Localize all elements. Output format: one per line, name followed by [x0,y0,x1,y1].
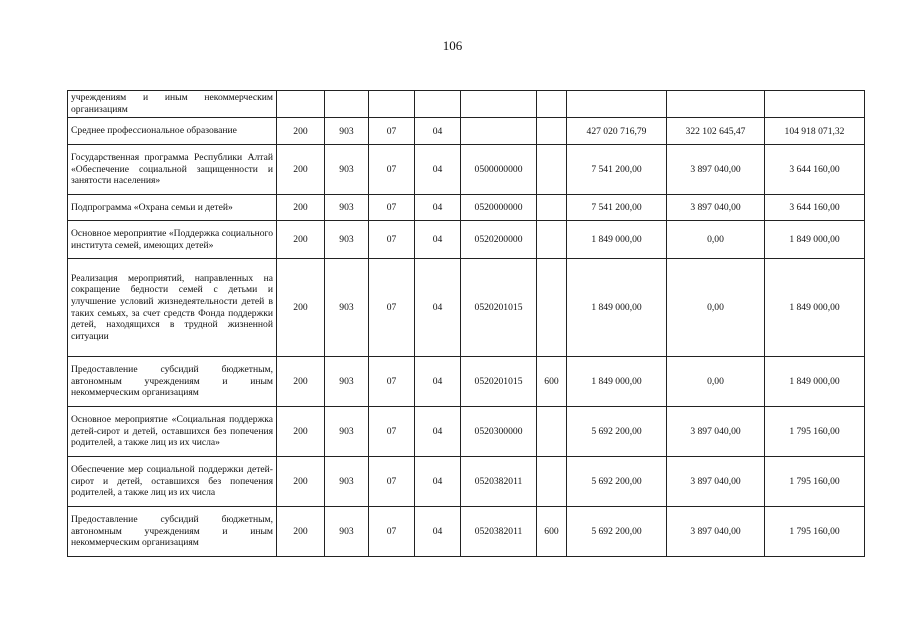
code-cell: 200 [277,195,325,221]
target-code-cell: 0520201015 [461,259,537,357]
code-cell: 07 [369,195,415,221]
row-name: Государственная программа Республики Алтай «Обеспечение социальной защищенности и занятости населения» [68,145,277,195]
expense-type-cell [537,91,567,118]
row-name: Подпрограмма «Охрана семьи и детей» [68,195,277,221]
amount-cell: 5 692 200,00 [567,457,667,507]
target-code-cell [461,91,537,118]
code-cell: 200 [277,357,325,407]
amount-cell: 0,00 [667,357,765,407]
amount-cell: 3 897 040,00 [667,457,765,507]
amount-cell: 1 849 000,00 [765,259,865,357]
code-cell: 200 [277,457,325,507]
code-cell: 04 [415,407,461,457]
expense-type-cell [537,145,567,195]
code-cell: 903 [325,407,369,457]
row-name: Предоставление субсидий бюджетным, автономным учреждениям и иным некоммерческим организациям [68,507,277,557]
target-code-cell: 0500000000 [461,145,537,195]
amount-cell: 7 541 200,00 [567,145,667,195]
expense-type-cell [537,457,567,507]
table-row [68,145,865,195]
table-row [68,91,865,118]
target-code-cell: 0520300000 [461,407,537,457]
code-cell: 04 [415,507,461,557]
code-cell: 04 [415,221,461,259]
amount-cell: 322 102 645,47 [667,118,765,145]
amount-cell: 3 897 040,00 [667,195,765,221]
amount-cell: 1 849 000,00 [567,259,667,357]
budget-table [67,90,865,557]
expense-type-cell [537,221,567,259]
target-code-cell [461,118,537,145]
amount-cell: 5 692 200,00 [567,507,667,557]
expense-type-cell: 600 [537,507,567,557]
amount-cell: 3 644 160,00 [765,195,865,221]
code-cell [277,91,325,118]
row-name: Среднее профессиональное образование [68,118,277,145]
target-code-cell: 0520382011 [461,457,537,507]
table-row [68,221,865,259]
code-cell [415,91,461,118]
table-row [68,195,865,221]
amount-cell: 5 692 200,00 [567,407,667,457]
code-cell: 903 [325,457,369,507]
amount-cell: 3 897 040,00 [667,507,765,557]
table-row [68,118,865,145]
code-cell: 903 [325,259,369,357]
target-code-cell: 0520000000 [461,195,537,221]
code-cell [325,91,369,118]
table-row [68,407,865,457]
amount-cell: 3 644 160,00 [765,145,865,195]
code-cell: 200 [277,221,325,259]
code-cell: 903 [325,357,369,407]
target-code-cell: 0520201015 [461,357,537,407]
table-row [68,457,865,507]
table-row [68,357,865,407]
code-cell: 07 [369,118,415,145]
amount-cell [765,91,865,118]
expense-type-cell [537,407,567,457]
code-cell: 07 [369,407,415,457]
table-row [68,259,865,357]
amount-cell: 1 795 160,00 [765,407,865,457]
table-row [68,507,865,557]
code-cell: 903 [325,195,369,221]
amount-cell: 1 849 000,00 [567,221,667,259]
code-cell: 04 [415,259,461,357]
amount-cell: 1 849 000,00 [765,357,865,407]
code-cell: 04 [415,145,461,195]
code-cell: 200 [277,259,325,357]
expense-type-cell [537,259,567,357]
code-cell: 200 [277,145,325,195]
amount-cell: 3 897 040,00 [667,145,765,195]
row-name: Реализация мероприятий, направленных на сокращение бедности семей с детьми и улучшение условий жизнедеятельности детей в таких семьях, за счет средств Фонда поддержки детей, находящихся в трудной жизненной ситуации [68,259,277,357]
expense-type-cell [537,118,567,145]
code-cell: 200 [277,118,325,145]
code-cell: 04 [415,195,461,221]
code-cell: 04 [415,457,461,507]
amount-cell: 1 795 160,00 [765,507,865,557]
code-cell: 903 [325,221,369,259]
code-cell [369,91,415,118]
row-name: Основное мероприятие «Поддержка социального института семей, имеющих детей» [68,221,277,259]
code-cell: 04 [415,357,461,407]
amount-cell: 1 849 000,00 [567,357,667,407]
amount-cell: 1 795 160,00 [765,457,865,507]
target-code-cell: 0520200000 [461,221,537,259]
amount-cell: 104 918 071,32 [765,118,865,145]
row-name: учреждениям и иным некоммерческим организациям [68,91,277,118]
amount-cell: 7 541 200,00 [567,195,667,221]
amount-cell: 427 020 716,79 [567,118,667,145]
code-cell: 07 [369,457,415,507]
page-number: 106 [442,38,463,53]
amount-cell [567,91,667,118]
code-cell: 903 [325,118,369,145]
code-cell: 07 [369,145,415,195]
row-name: Обеспечение мер социальной поддержки детей-сирот и детей, оставшихся без попечения родителей, а также лиц из их числа [68,457,277,507]
code-cell: 903 [325,507,369,557]
expense-type-cell [537,195,567,221]
code-cell: 903 [325,145,369,195]
row-name: Основное мероприятие «Социальная поддержка детей-сирот и детей, оставшихся без попечения родителей, а также лиц из их числа» [68,407,277,457]
code-cell: 07 [369,357,415,407]
code-cell: 07 [369,507,415,557]
code-cell: 04 [415,118,461,145]
code-cell: 200 [277,407,325,457]
expense-type-cell: 600 [537,357,567,407]
amount-cell: 1 849 000,00 [765,221,865,259]
amount-cell: 0,00 [667,259,765,357]
amount-cell [667,91,765,118]
amount-cell: 0,00 [667,221,765,259]
code-cell: 200 [277,507,325,557]
target-code-cell: 0520382011 [461,507,537,557]
amount-cell: 3 897 040,00 [667,407,765,457]
row-name: Предоставление субсидий бюджетным, автономным учреждениям и иным некоммерческим организациям [68,357,277,407]
code-cell: 07 [369,221,415,259]
code-cell: 07 [369,259,415,357]
